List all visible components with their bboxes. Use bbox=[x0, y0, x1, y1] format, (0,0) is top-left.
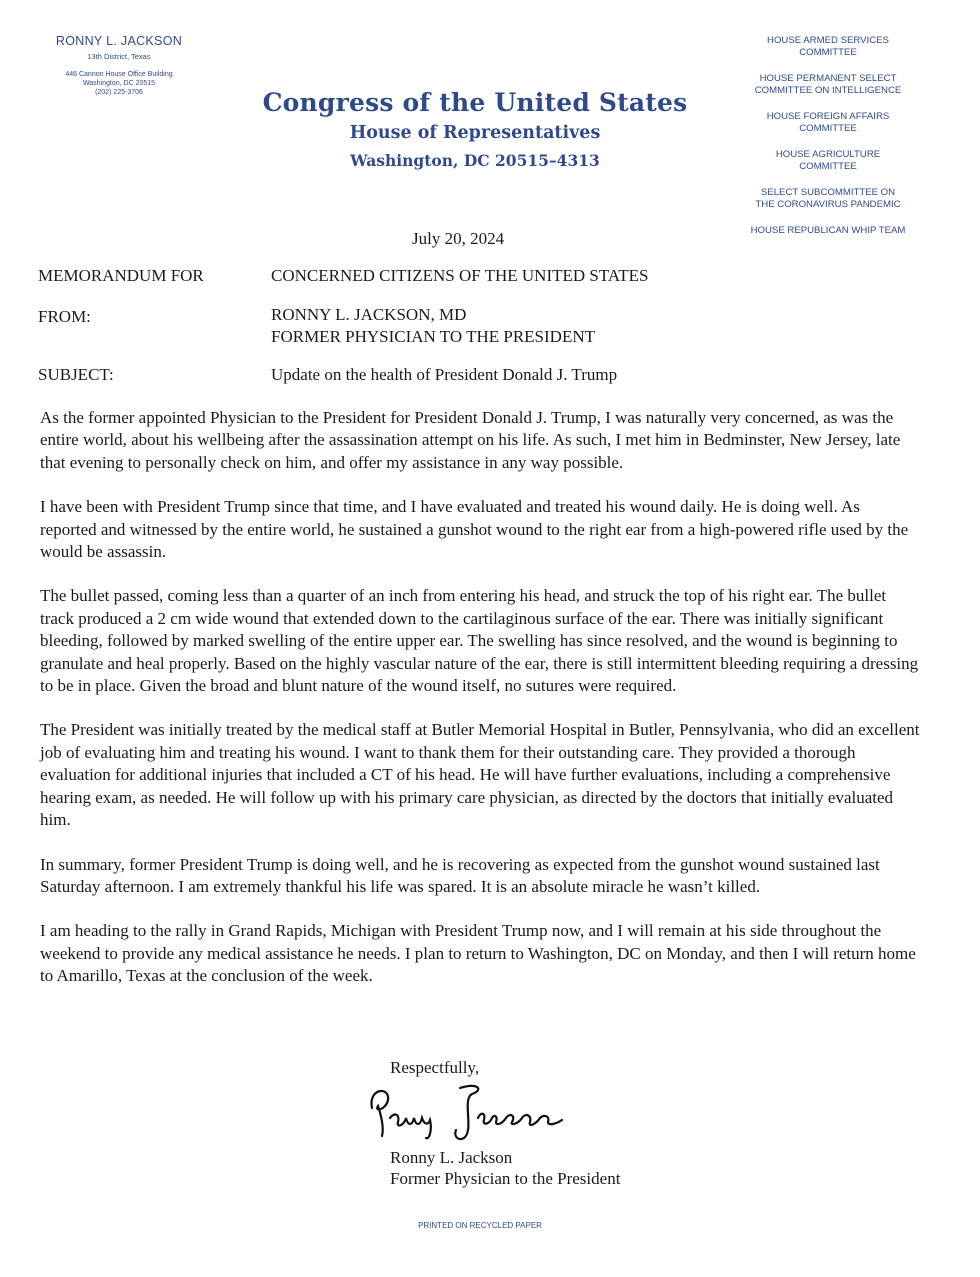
committee-item: HOUSE REPUBLICAN WHIP TEAM bbox=[750, 225, 906, 236]
memo-subject-value: Update on the health of President Donald J. Trump bbox=[271, 365, 618, 384]
handwritten-signature bbox=[360, 1078, 590, 1148]
memo-from-value bbox=[271, 304, 595, 348]
signature-title: Former Physician to the President bbox=[390, 1169, 621, 1188]
address-line2: Washington, DC 20515 bbox=[82, 80, 156, 87]
body-paragraph: As the former appointed Physician to the President for President Donald J. Trump, I was naturally very concerned, as was the entire world, about his wellbeing after the assassination attempt on his life. As such, I met him in Bedminster, New Jersey, late that evening to personally check on him, and offer my assistance in any way possible. bbox=[40, 408, 901, 472]
member-name: RONNY L. JACKSON bbox=[55, 34, 183, 48]
member-address bbox=[34, 70, 204, 97]
letterhead-title-block bbox=[260, 88, 690, 170]
recycled-paper-note: PRINTED ON RECYCLED PAPER bbox=[418, 1221, 542, 1230]
memo-body bbox=[40, 407, 920, 1010]
closing-text: Respectfully, bbox=[390, 1058, 480, 1077]
house-title: House of Representatives bbox=[349, 123, 601, 143]
city-title: Washington, DC 20515–4313 bbox=[350, 151, 600, 170]
memo-date: July 20, 2024 bbox=[412, 229, 505, 248]
body-paragraph: The President was initially treated by the medical staff at Butler Memorial Hospital in Butler, Pennsylvania, who did an excellent job of evaluating him and treating his wound. I want to thank them for their outstanding care. They provided a thorough evaluation for additional injuries that included a CT of his head. He will have further evaluations, including a comprehensive hearing exam, as needed. He will follow up with his primary care physician, as directed by the doctors that initially evaluated him. bbox=[40, 720, 920, 830]
letterhead-member-block bbox=[34, 34, 204, 97]
committee-item: HOUSE ARMED SERVICES COMMITTEE bbox=[767, 35, 889, 58]
memo-from-label: FROM: bbox=[38, 307, 91, 326]
member-district: 13th District, Texas bbox=[87, 52, 151, 61]
signature-name: Ronny L. Jackson bbox=[390, 1148, 513, 1167]
committee-list bbox=[728, 35, 928, 251]
committee-item: HOUSE AGRICULTURE COMMITTEE bbox=[775, 149, 881, 172]
address-phone: (202) 225-3706 bbox=[95, 89, 143, 96]
committee-item: SELECT SUBCOMMITTEE ON THE CORONAVIRUS PANDEMIC bbox=[755, 187, 901, 210]
committee-item: HOUSE PERMANENT SELECT COMMITTEE ON INTELLIGENCE bbox=[754, 73, 902, 96]
committee-item: HOUSE FOREIGN AFFAIRS COMMITTEE bbox=[766, 111, 890, 134]
congress-title: Congress of the United States bbox=[262, 88, 688, 117]
memo-for-label: MEMORANDUM FOR bbox=[38, 266, 204, 285]
memo-for-value: CONCERNED CITIZENS OF THE UNITED STATES bbox=[271, 266, 649, 285]
body-paragraph: The bullet passed, coming less than a quarter of an inch from entering his head, and struck the top of his right ear. The bullet track produced a 2 cm wide wound that extended down to the cartilaginous surface of the ear. There was initially significant bleeding, followed by marked swelling of the entire upper ear. The swelling has since resolved, and the wound is beginning to granulate and heal properly. Based on the highly vascular nature of the ear, there is still intermittent bleeding requiring a dressing to be in place. Given the broad and blunt nature of the wound itself, no sutures were required. bbox=[40, 586, 919, 696]
address-line1: 446 Cannon House Office Building bbox=[65, 71, 173, 78]
body-paragraph: I am heading to the rally in Grand Rapids, Michigan with President Trump now, and I will remain at his side throughout the weekend to provide any medical assistance he needs. I plan to return to Washington, DC on Monday, and then I will return home to Amarillo, Texas at the conclusion of the week. bbox=[40, 921, 916, 986]
memo-from-line2: FORMER PHYSICIAN TO THE PRESIDENT bbox=[271, 327, 595, 346]
memo-from-line1: RONNY L. JACKSON, MD bbox=[271, 305, 467, 324]
memo-subject-label: SUBJECT: bbox=[38, 365, 114, 384]
body-paragraph: In summary, former President Trump is doing well, and he is recovering as expected from the gunshot wound sustained last Saturday afternoon. I am extremely thankful his life was spared. It is an absolute miracle he wasn’t killed. bbox=[40, 854, 880, 896]
body-paragraph: I have been with President Trump since that time, and I have evaluated and treated his wound daily. He is doing well. As reported and witnessed by the entire world, he sustained a gunshot wound to the right ear from a high-powered rifle used by the would be assassin. bbox=[40, 497, 909, 562]
